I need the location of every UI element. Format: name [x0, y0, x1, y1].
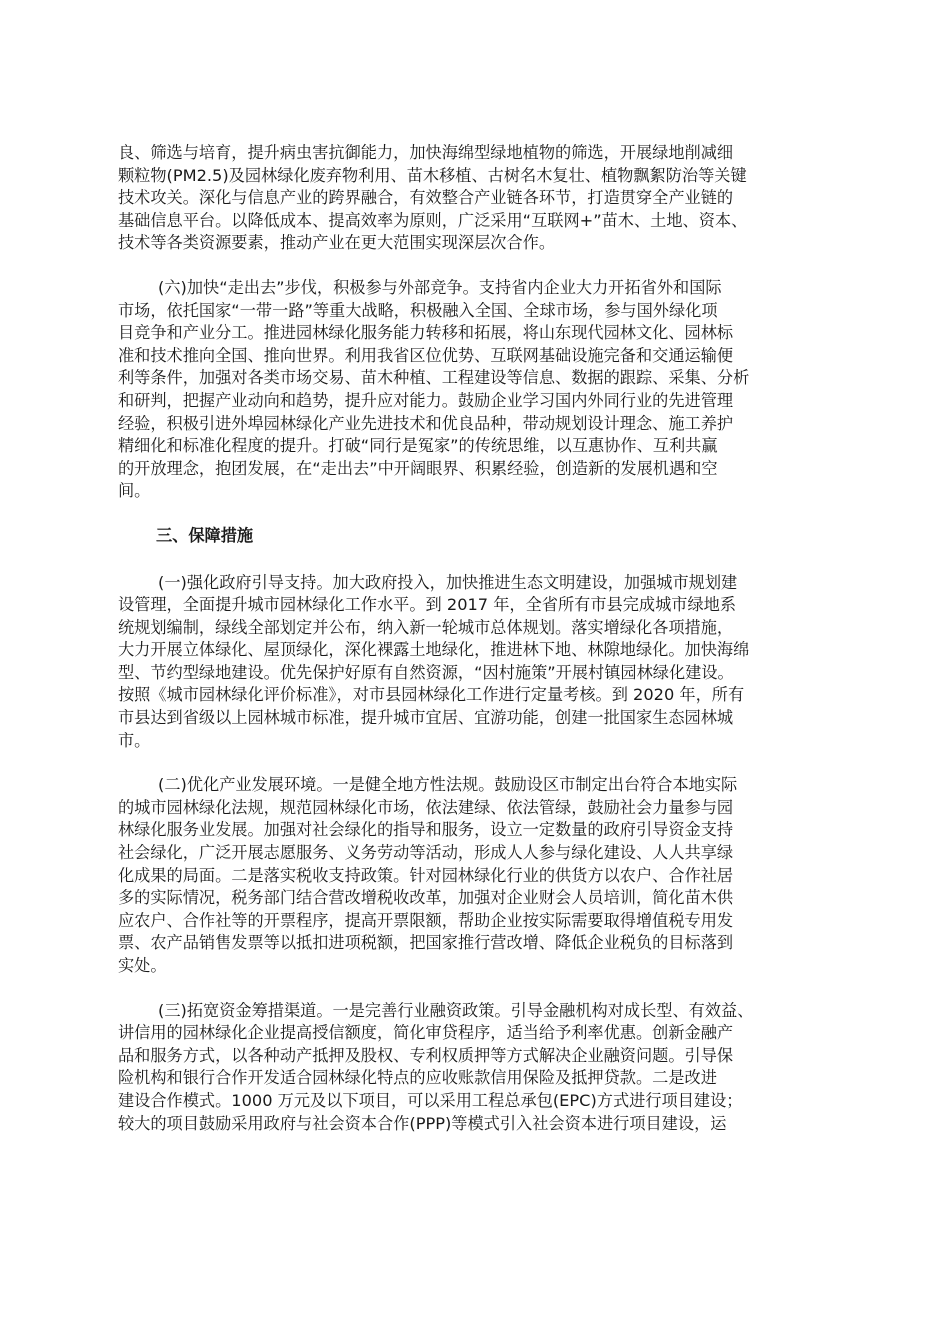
text-line: 林绿化服务业发展。加强对社会绿化的指导和服务，设立一定数量的政府引导资金支持 [118, 820, 734, 840]
paragraph-government-support [118, 572, 834, 753]
text-line: (二)优化产业发展环境。一是健全地方性法规。鼓励设区市制定出台符合本地实际 [158, 775, 738, 795]
text-line: 品和服务方式，以各种动产抵押及股权、专利权质押等方式解决企业融资问题。引导保 [118, 1045, 734, 1065]
text-line: 实处。 [118, 956, 167, 975]
text-line: (六)加快“走出去”步伐，积极参与外部竞争。支持省内企业大力开拓省外和国际 [158, 277, 722, 297]
text-line: 设管理，全面提升城市园林绿化工作水平。到 2017 年，全省所有市县完成城市绿地系 [118, 595, 737, 615]
text-line: 较大的项目鼓励采用政府与社会资本合作(PPP)等模式引入社会资本进行项目建设，运 [118, 1113, 727, 1133]
text-line: (三)拓宽资金筹措渠道。一是完善行业融资政策。引导金融机构对成长型、有效益、 [158, 1000, 754, 1020]
text-line: 建设合作模式。1000 万元及以下项目，可以采用工程总承包(EPC)方式进行项目建设； [118, 1090, 743, 1110]
text-line: 险机构和银行合作开发适合园林绿化特点的应收账款信用保险及抵押贷款。二是改进 [118, 1068, 717, 1088]
text-line: 经验，积极引进外埠园林绿化产业先进技术和优良品种，带动规划设计理念、施工养护 [118, 413, 734, 433]
text-line: 应农户、合作社等的开票程序，提高开票限额，帮助企业按实际需要取得增值税专用发 [118, 910, 734, 930]
section-heading: 三、保障措施 [156, 525, 254, 545]
text-line: 化成果的局面。二是落实税收支持政策。针对园林绿化行业的供货方以农户、合作社居 [118, 865, 734, 885]
text-line: 市县达到省级以上园林城市标准，提升城市宜居、宜游功能，创建一批国家生态园林城 [118, 708, 734, 728]
paragraph-continued-from-previous-page [118, 142, 834, 255]
text-line: 和研判，把握产业动向和趋势，提升应对能力。鼓励企业学习国内外同行业的先进管理 [118, 390, 734, 410]
text-line: 讲信用的园林绿化企业提高授信额度，简化审贷程序，适当给予利率优惠。创新金融产 [118, 1023, 734, 1043]
text-line: 市。 [118, 730, 151, 750]
text-line: 市场，依托国家“一带一路”等重大战略，积极融入全国、全球市场，参与国外绿化项 [118, 300, 718, 320]
text-line: 的城市园林绿化法规，规范园林绿化市场，依法建绿、依法管绿，鼓励社会力量参与园 [118, 797, 734, 817]
text-line: 的开放理念，抱团发展，在“走出去”中开阔眼界、积累经验，创造新的发展机遇和空 [118, 458, 718, 478]
text-line: 良、筛选与培育，提升病虫害抗御能力，加快海绵型绿地植物的筛选，开展绿地削减细 [118, 143, 734, 162]
text-line: 统规划编制，绿线全部划定并公布，纳入新一轮城市总体规划。落实增绿化各项措施， [118, 617, 734, 637]
text-line: 颗粒物(PM2.5)及园林绿化废弃物利用、苗木移植、古树名木复壮、植物飘絮防治等关键 [118, 165, 747, 185]
text-line: 目竞争和产业分工。推进园林绿化服务能力转移和拓展，将山东现代园林文化、园林标 [118, 323, 734, 343]
text-line: 技术等各类资源要素，推动产业在更大范围实现深层次合作。 [118, 233, 556, 253]
paragraph-funding-channels [118, 1000, 834, 1136]
paragraph-industry-environment [118, 774, 834, 977]
paragraph-go-global [118, 277, 834, 503]
text-line: 型、节约型绿地建设。优先保护好原有自然资源，“因村施策”开展村镇园林绿化建设。 [118, 662, 734, 682]
text-line: 大力开展立体绿化、屋顶绿化，深化裸露土地绿化，推进林下地、林隙地绿化。加快海绵 [118, 640, 750, 660]
document-body [118, 142, 834, 1157]
text-line: (一)强化政府引导支持。加大政府投入，加快推进生态文明建设，加强城市规划建 [158, 572, 738, 592]
text-line: 准和技术推向全国、推向世界。利用我省区位优势、互联网基础设施完备和交通运输便 [118, 345, 734, 365]
text-line: 技术攻关。深化与信息产业的跨界融合，有效整合产业链各环节，打造贯穿全产业链的 [118, 188, 734, 208]
text-line: 精细化和标准化程度的提升。打破“同行是冤家”的传统思维，以互惠协作、互利共赢 [118, 436, 718, 456]
text-line: 社会绿化，广泛开展志愿服务、义务劳动等活动，形成人人参与绿化建设、人人共享绿 [118, 843, 734, 863]
text-line: 基础信息平台。以降低成本、提高效率为原则，广泛采用“互联网+”苗木、土地、资本、 [118, 210, 748, 230]
text-line: 间。 [118, 481, 151, 501]
text-line: 多的实际情况，税务部门结合营改增税收改革，加强对企业财会人员培训，简化苗木供 [118, 888, 734, 908]
text-line: 票、农产品销售发票等以抵扣进项税额，把国家推行营改增、降低企业税负的目标落到 [118, 933, 734, 953]
text-line: 按照《城市园林绿化评价标准》，对市县园林绿化工作进行定量考核。到 2020 年，所有 [118, 685, 745, 705]
text-line: 利等条件，加强对各类市场交易、苗木种植、工程建设等信息、数据的跟踪、采集、分析 [118, 368, 750, 388]
